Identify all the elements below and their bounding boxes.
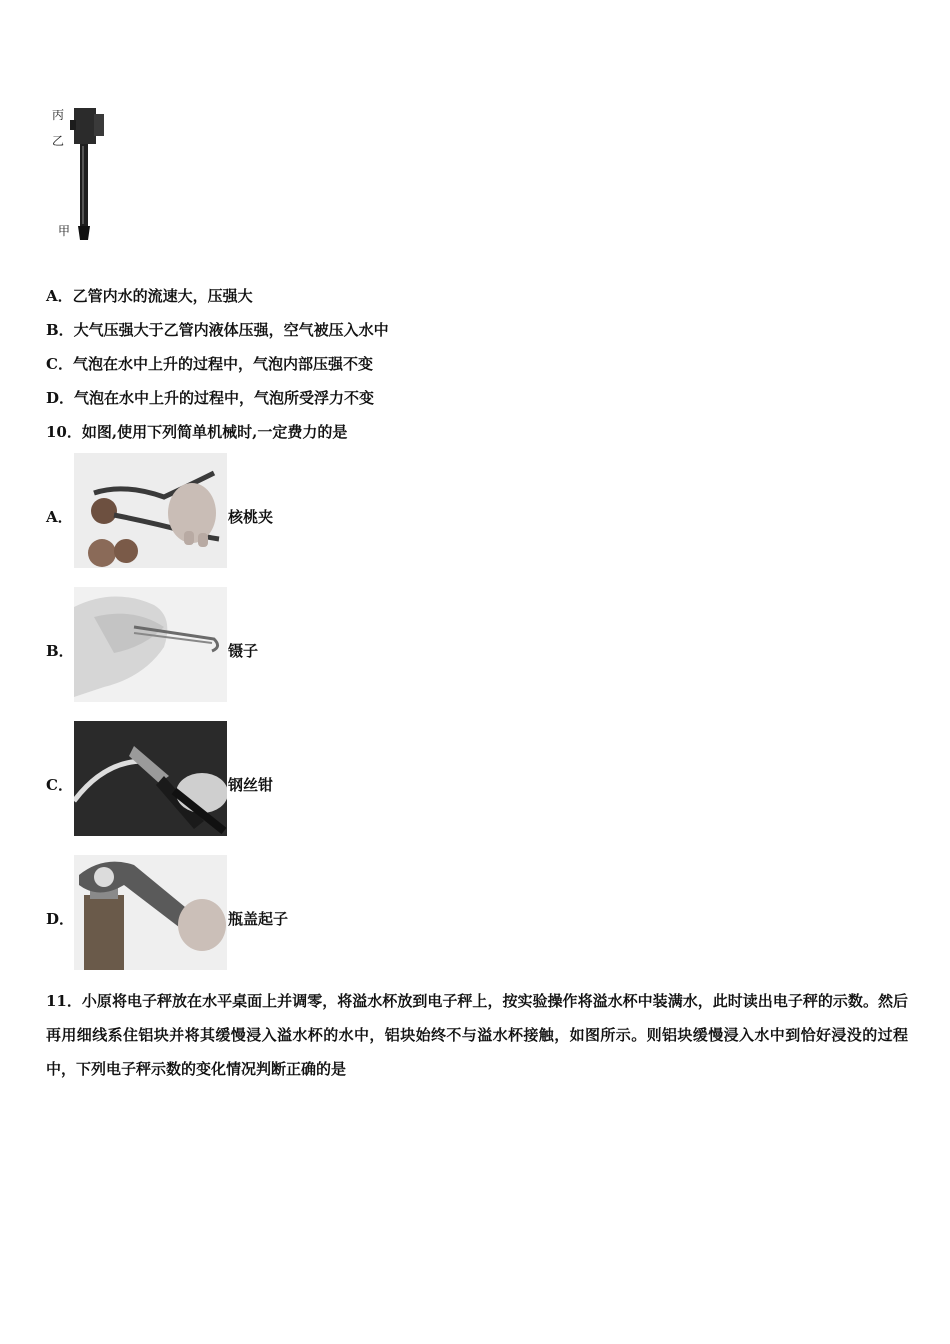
pliers-photo xyxy=(74,721,227,836)
q9-option-b: B．大气压强大于乙管内液体压强，空气被压入水中 xyxy=(46,321,389,339)
q10-option-d-name: 瓶盖起子 xyxy=(228,910,289,928)
pump-illustration xyxy=(66,100,116,250)
q11-stem: 11．小原将电子秤放在水平桌面上并调零，将溢水杯放到电子秤上，按实验操作将溢水杯中装满水，此时读出电子秤的示数。然后再用细线系住铝块并将其缓慢浸入溢水杯的水中，铝块始终不与溢水杯接触，如图所示。则铝块缓慢浸入水中到恰好浸没的过程中，下列电子秤示数的变化情况判断正确的是 xyxy=(46,992,908,1078)
tweezers-photo xyxy=(74,587,227,702)
pump-label-jia: 甲 xyxy=(58,224,71,238)
q10-stem: 10．如图,使用下列简单机械时,一定费力的是 xyxy=(46,423,348,441)
q10-option-c-name: 钢丝钳 xyxy=(228,776,274,794)
q9-option-d: D．气泡在水中上升的过程中，气泡所受浮力不变 xyxy=(46,389,375,407)
bottle-opener-photo xyxy=(74,855,227,970)
q10-option-c-letter: C． xyxy=(46,776,73,794)
q9-option-a: A．乙管内水的流速大，压强大 xyxy=(46,287,253,305)
pump-figure xyxy=(48,100,118,250)
pump-label-bing: 丙 xyxy=(52,108,65,122)
q9-option-c: C．气泡在水中上升的过程中，气泡内部压强不变 xyxy=(46,355,373,373)
q10-option-a-letter: A． xyxy=(46,508,73,526)
q10-option-b-name: 镊子 xyxy=(228,642,259,660)
nutcracker-photo xyxy=(74,453,227,568)
q10-option-b-letter: B． xyxy=(46,642,74,660)
pump-label-yi: 乙 xyxy=(52,134,65,148)
q10-option-a-name: 核桃夹 xyxy=(228,508,274,526)
q10-option-d-letter: D． xyxy=(46,910,75,928)
